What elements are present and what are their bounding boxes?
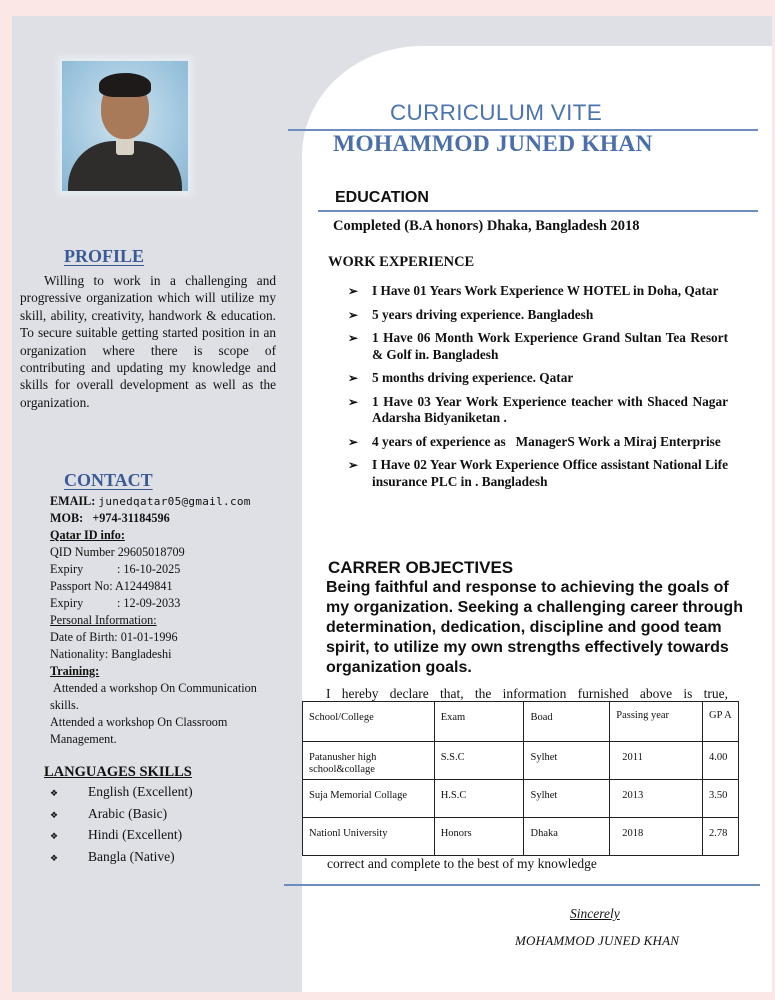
nationality: Nationality: Bangladeshi — [50, 647, 172, 661]
email-line — [50, 493, 280, 510]
mob-value[interactable]: +974-31184596 — [92, 511, 170, 525]
education-divider — [318, 210, 758, 212]
sincerely-label: Sincerely — [570, 906, 620, 921]
arrow-bullet-icon: ➢ — [348, 284, 359, 298]
declaration-word: that, — [439, 686, 464, 701]
diamond-bullet-icon: ❖ — [50, 831, 59, 841]
declaration-word: true, — [703, 686, 728, 701]
table-row — [303, 742, 739, 780]
qid-expiry-label: Expiry — [50, 562, 84, 576]
declaration-continued: correct and complete to the best of my knowledge — [327, 856, 597, 871]
declaration-word: I — [326, 686, 331, 701]
table-cell: S.S.C — [434, 742, 524, 780]
table-row — [303, 780, 739, 818]
table-header: Passing year — [610, 702, 703, 742]
work-heading: WORK EXPERIENCE — [328, 254, 475, 270]
photo-hair — [99, 73, 151, 97]
objectives-heading: CARRER OBJECTIVES — [328, 558, 514, 577]
table-header: School/College — [303, 702, 435, 742]
table-cell: Nationl University — [303, 818, 435, 856]
email-value[interactable]: junedqatar05@gmail.com — [98, 495, 251, 508]
language-item — [50, 825, 193, 847]
language-label: Arabic (Basic) — [88, 805, 168, 821]
diamond-bullet-icon: ❖ — [50, 809, 59, 820]
training-item: Attended a workshop On Communication skills. — [50, 681, 260, 712]
work-item — [348, 370, 728, 387]
work-item — [348, 457, 728, 490]
arrow-bullet-icon: ➢ — [348, 434, 359, 449]
table-cell: Sylhet — [524, 742, 610, 780]
languages-heading: LANGUAGES SKILLS — [44, 764, 192, 780]
diamond-bullet-icon: ❖ — [50, 852, 59, 863]
language-item — [50, 847, 193, 869]
diamond-bullet-icon: ❖ — [50, 788, 59, 798]
table-cell: Sylhet — [524, 780, 610, 818]
work-text: 1 Have 06 Month Work Experience Grand Sultan Tea Resort & Golf in. Bangladesh — [372, 330, 728, 362]
passport-expiry-value: : 12-09-2033 — [117, 596, 181, 610]
table-cell: 2013 — [610, 780, 703, 818]
declaration-word: is — [683, 686, 693, 701]
work-list — [348, 283, 728, 497]
email-label: EMAIL: — [50, 494, 96, 508]
passport-expiry-row — [50, 595, 280, 612]
qatar-id-heading: Qatar ID info: — [50, 528, 125, 542]
work-text: 4 years of experience as ManagerS Work a Miraj Enterprise — [372, 433, 721, 449]
language-item — [50, 804, 193, 826]
table-cell: 2.78 — [703, 818, 739, 856]
candidate-name: MOHAMMOD JUNED KHAN — [333, 131, 653, 157]
table-cell: Suja Memorial Collage — [303, 780, 435, 818]
personal-heading: Personal Information: — [50, 613, 157, 627]
table-header-row — [303, 702, 739, 742]
table-cell: 3.50 — [703, 780, 739, 818]
work-text: 5 months driving experience. Qatar — [372, 370, 574, 385]
footer-divider — [284, 884, 760, 886]
language-label: Hindi (Excellent) — [88, 827, 183, 842]
photo-collar — [116, 137, 134, 155]
qid-expiry-row — [50, 561, 280, 578]
language-label: English (Excellent) — [88, 784, 193, 799]
education-heading: EDUCATION — [335, 189, 429, 206]
language-item — [50, 782, 193, 804]
declaration-word: furnished — [577, 686, 629, 701]
declaration-word: the — [474, 686, 492, 701]
signature-name: MOHAMMOD JUNED KHAN — [515, 933, 680, 948]
work-item — [348, 434, 728, 451]
profile-heading: PROFILE — [64, 246, 145, 266]
table-header: Boad — [524, 702, 610, 742]
declaration-word: above — [639, 686, 673, 701]
work-text: I Have 01 Years Work Experience W HOTEL in Doha, Qatar — [372, 283, 719, 298]
work-text: 5 years driving experience. Bangladesh — [372, 306, 594, 322]
education-summary: Completed (B.A honors) Dhaka, Bangladesh 2018 — [333, 218, 640, 234]
languages-list — [50, 782, 193, 868]
table-header: Exam — [434, 702, 524, 742]
language-label: Bangla (Native) — [88, 848, 175, 864]
passport-number: Passport No: A12449841 — [50, 579, 173, 593]
work-item — [348, 307, 728, 324]
table-cell: Dhaka — [524, 818, 610, 856]
arrow-bullet-icon: ➢ — [348, 307, 359, 322]
declaration-word: information — [502, 686, 567, 701]
contact-heading: CONTACT — [64, 470, 153, 490]
arrow-bullet-icon: ➢ — [348, 371, 359, 385]
qid-number: QID Number 29605018709 — [50, 545, 185, 559]
work-item — [348, 330, 728, 363]
profile-photo — [62, 61, 188, 191]
profile-text: Willing to work in a challenging and progressive organization which will utilize my skill, ability, creativity, handwork & education. To secure suitable getting started position in an organization where there is scope of contributing and updating my knowledge and skills for overall development as well as the organization. — [20, 273, 276, 410]
table-cell: Honors — [434, 818, 524, 856]
qid-expiry-value: : 16-10-2025 — [117, 562, 181, 576]
declaration-line — [326, 686, 728, 702]
arrow-bullet-icon: ➢ — [348, 394, 359, 409]
date-of-birth: Date of Birth: 01-01-1996 — [50, 630, 178, 644]
declaration-word: hereby — [341, 686, 379, 701]
passport-expiry-label: Expiry — [50, 596, 84, 610]
declaration-word: declare — [389, 686, 429, 701]
mob-line — [50, 510, 280, 527]
arrow-bullet-icon: ➢ — [348, 458, 359, 472]
table-cell: 2018 — [610, 818, 703, 856]
work-item — [348, 394, 728, 427]
objectives-text: Being faithful and response to achieving the goals of my organization. Seeking a challenging career through determination, dedication, discipline and good team spirit, to utilize my own strengths effectively towards organization goals. — [326, 579, 743, 676]
cv-title: CURRICULUM VITE — [390, 100, 603, 125]
table-cell: 4.00 — [703, 742, 739, 780]
work-text: 1 Have 03 Year Work Experience teacher with Shaced Nagar Adarsha Bidyaniketan . — [372, 393, 728, 425]
education-table — [302, 701, 739, 856]
table-cell: Patanusher high school&collage — [303, 742, 435, 780]
work-item — [348, 283, 728, 300]
table-row — [303, 818, 739, 856]
arrow-bullet-icon: ➢ — [348, 331, 359, 345]
training-item: Attended a workshop On Classroom Management. — [50, 715, 228, 746]
training-heading: Training: — [50, 664, 100, 678]
mob-label: MOB: — [50, 511, 84, 525]
table-cell: H.S.C — [434, 780, 524, 818]
work-text: I Have 02 Year Work Experience Office assistant National Life insurance PLC in . Bangladesh — [372, 457, 728, 489]
table-cell: 2011 — [610, 742, 703, 780]
contact-block — [50, 493, 280, 748]
table-header: GP A — [703, 702, 739, 742]
